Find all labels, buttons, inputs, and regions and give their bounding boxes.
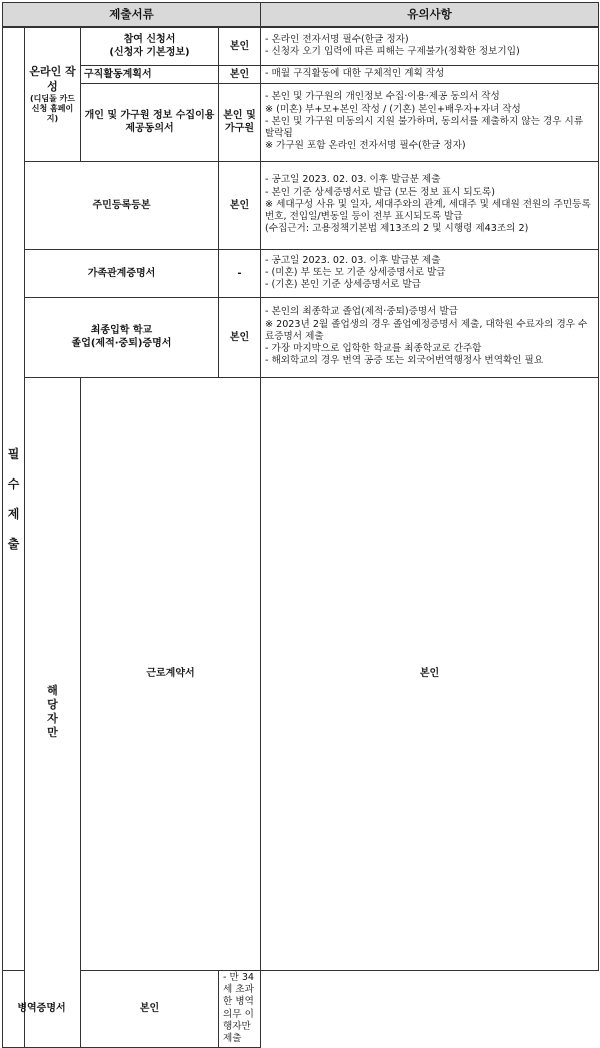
notes-job-plan: - 매월 구직활동에 대한 구체적인 계획 작성	[261, 65, 599, 83]
doc-job-plan: 구직활동계획서	[81, 65, 219, 83]
submitter-family: -	[219, 249, 261, 297]
table-row	[3, 27, 599, 65]
submitter-job-plan: 본인	[219, 65, 261, 83]
submitter-privacy: 본인 및 가구원	[219, 83, 261, 161]
notes-privacy: - 본인 및 가구원의 개인정보 수집·이용·제공 동의서 작성 ※ (미혼) 부+모+본인 작성 / (기혼) 본인+배우자+자녀 작성 - 본인 및 가구원 미동의시 지원 불가하며, 동의서를 제출하지 않는 경우 시류 탈락됨 ※ 가구원 포함 온라인 전자서명 필수(한글 정자)	[261, 83, 599, 161]
header-row	[3, 3, 599, 28]
online-label-cell	[25, 27, 81, 161]
online-sublabel: (디딤돌 카드 신청 홈페이지)	[29, 94, 76, 124]
table-row	[3, 161, 599, 249]
online-label: 온라인 작성	[29, 65, 76, 94]
table-row	[3, 65, 599, 83]
notes-graduation: - 본인의 최종학교 졸업(제적·중퇴)증명서 발급 ※ 2023년 2월 졸업생의 경우 졸업예정증명서 제출, 대학원 수료자의 경우 수료증명서 제출 - 가장 마지막으로 입학한 학교를 최종학교로 간주함 - 해외학교의 경우 번역 공증 또는 외국어번역행정사 번역확인 필요	[261, 297, 599, 377]
doc-graduation: 최종입학 학교 졸업(제적·중퇴)증명서	[25, 297, 219, 377]
doc-privacy: 개인 및 가구원 정보 수집이용제공동의서	[81, 83, 219, 161]
doc-application: 참여 신청서 (신청자 기본정보)	[81, 27, 219, 65]
table-row	[3, 249, 599, 297]
table-row	[3, 297, 599, 377]
notes-resident: - 공고일 2023. 02. 03. 이후 발급분 제출 - 본인 기준 상세증명서로 발급 (모든 정보 표시 되도록) ※ 세대구성 사유 및 일자, 세대주와의 관계, 세대주 및 세대원 전원의 주민등록번호, 전입일/변동일 등이 전부 표시되도록 발급 (수집근거: 고용정책기본법 제13조의 2 및 시행령 제43조의 2)	[261, 161, 599, 249]
doc-family: 가족관계증명서	[25, 249, 219, 297]
submitter-military: 본인	[81, 970, 219, 1047]
submitter-labor: 본인	[261, 377, 599, 970]
doc-labor: 근로계약서	[81, 377, 261, 970]
table-row	[3, 83, 599, 161]
submitter-graduation: 본인	[219, 297, 261, 377]
table-row	[3, 377, 599, 970]
header-notes: 유의사항	[261, 3, 599, 28]
notes-application: - 온라인 전자서명 필수(한글 정자) - 신청자 오기 입력에 따른 피해는 구제불가(정확한 정보기입)	[261, 27, 599, 65]
section-if-applicable: 해 당 자 만	[25, 377, 81, 1047]
submitter-resident: 본인	[219, 161, 261, 249]
doc-military: 병역증명서	[3, 970, 81, 1047]
notes-military: - 만 34세 초과한 병역의무 이행자만 제출	[219, 970, 261, 1047]
header-documents: 제출서류	[3, 3, 261, 28]
submitter-application: 본인	[219, 27, 261, 65]
document-table	[2, 2, 599, 1048]
doc-resident: 주민등록등본	[25, 161, 219, 249]
notes-family: - 공고일 2023. 02. 03. 이후 발급분 제출 - (미혼) 부 또는 모 기준 상세증명서로 발급 - (기혼) 본인 기준 상세증명서로 발급	[261, 249, 599, 297]
table-row	[3, 970, 599, 1047]
section-required: 필 수 제 출	[3, 27, 25, 970]
